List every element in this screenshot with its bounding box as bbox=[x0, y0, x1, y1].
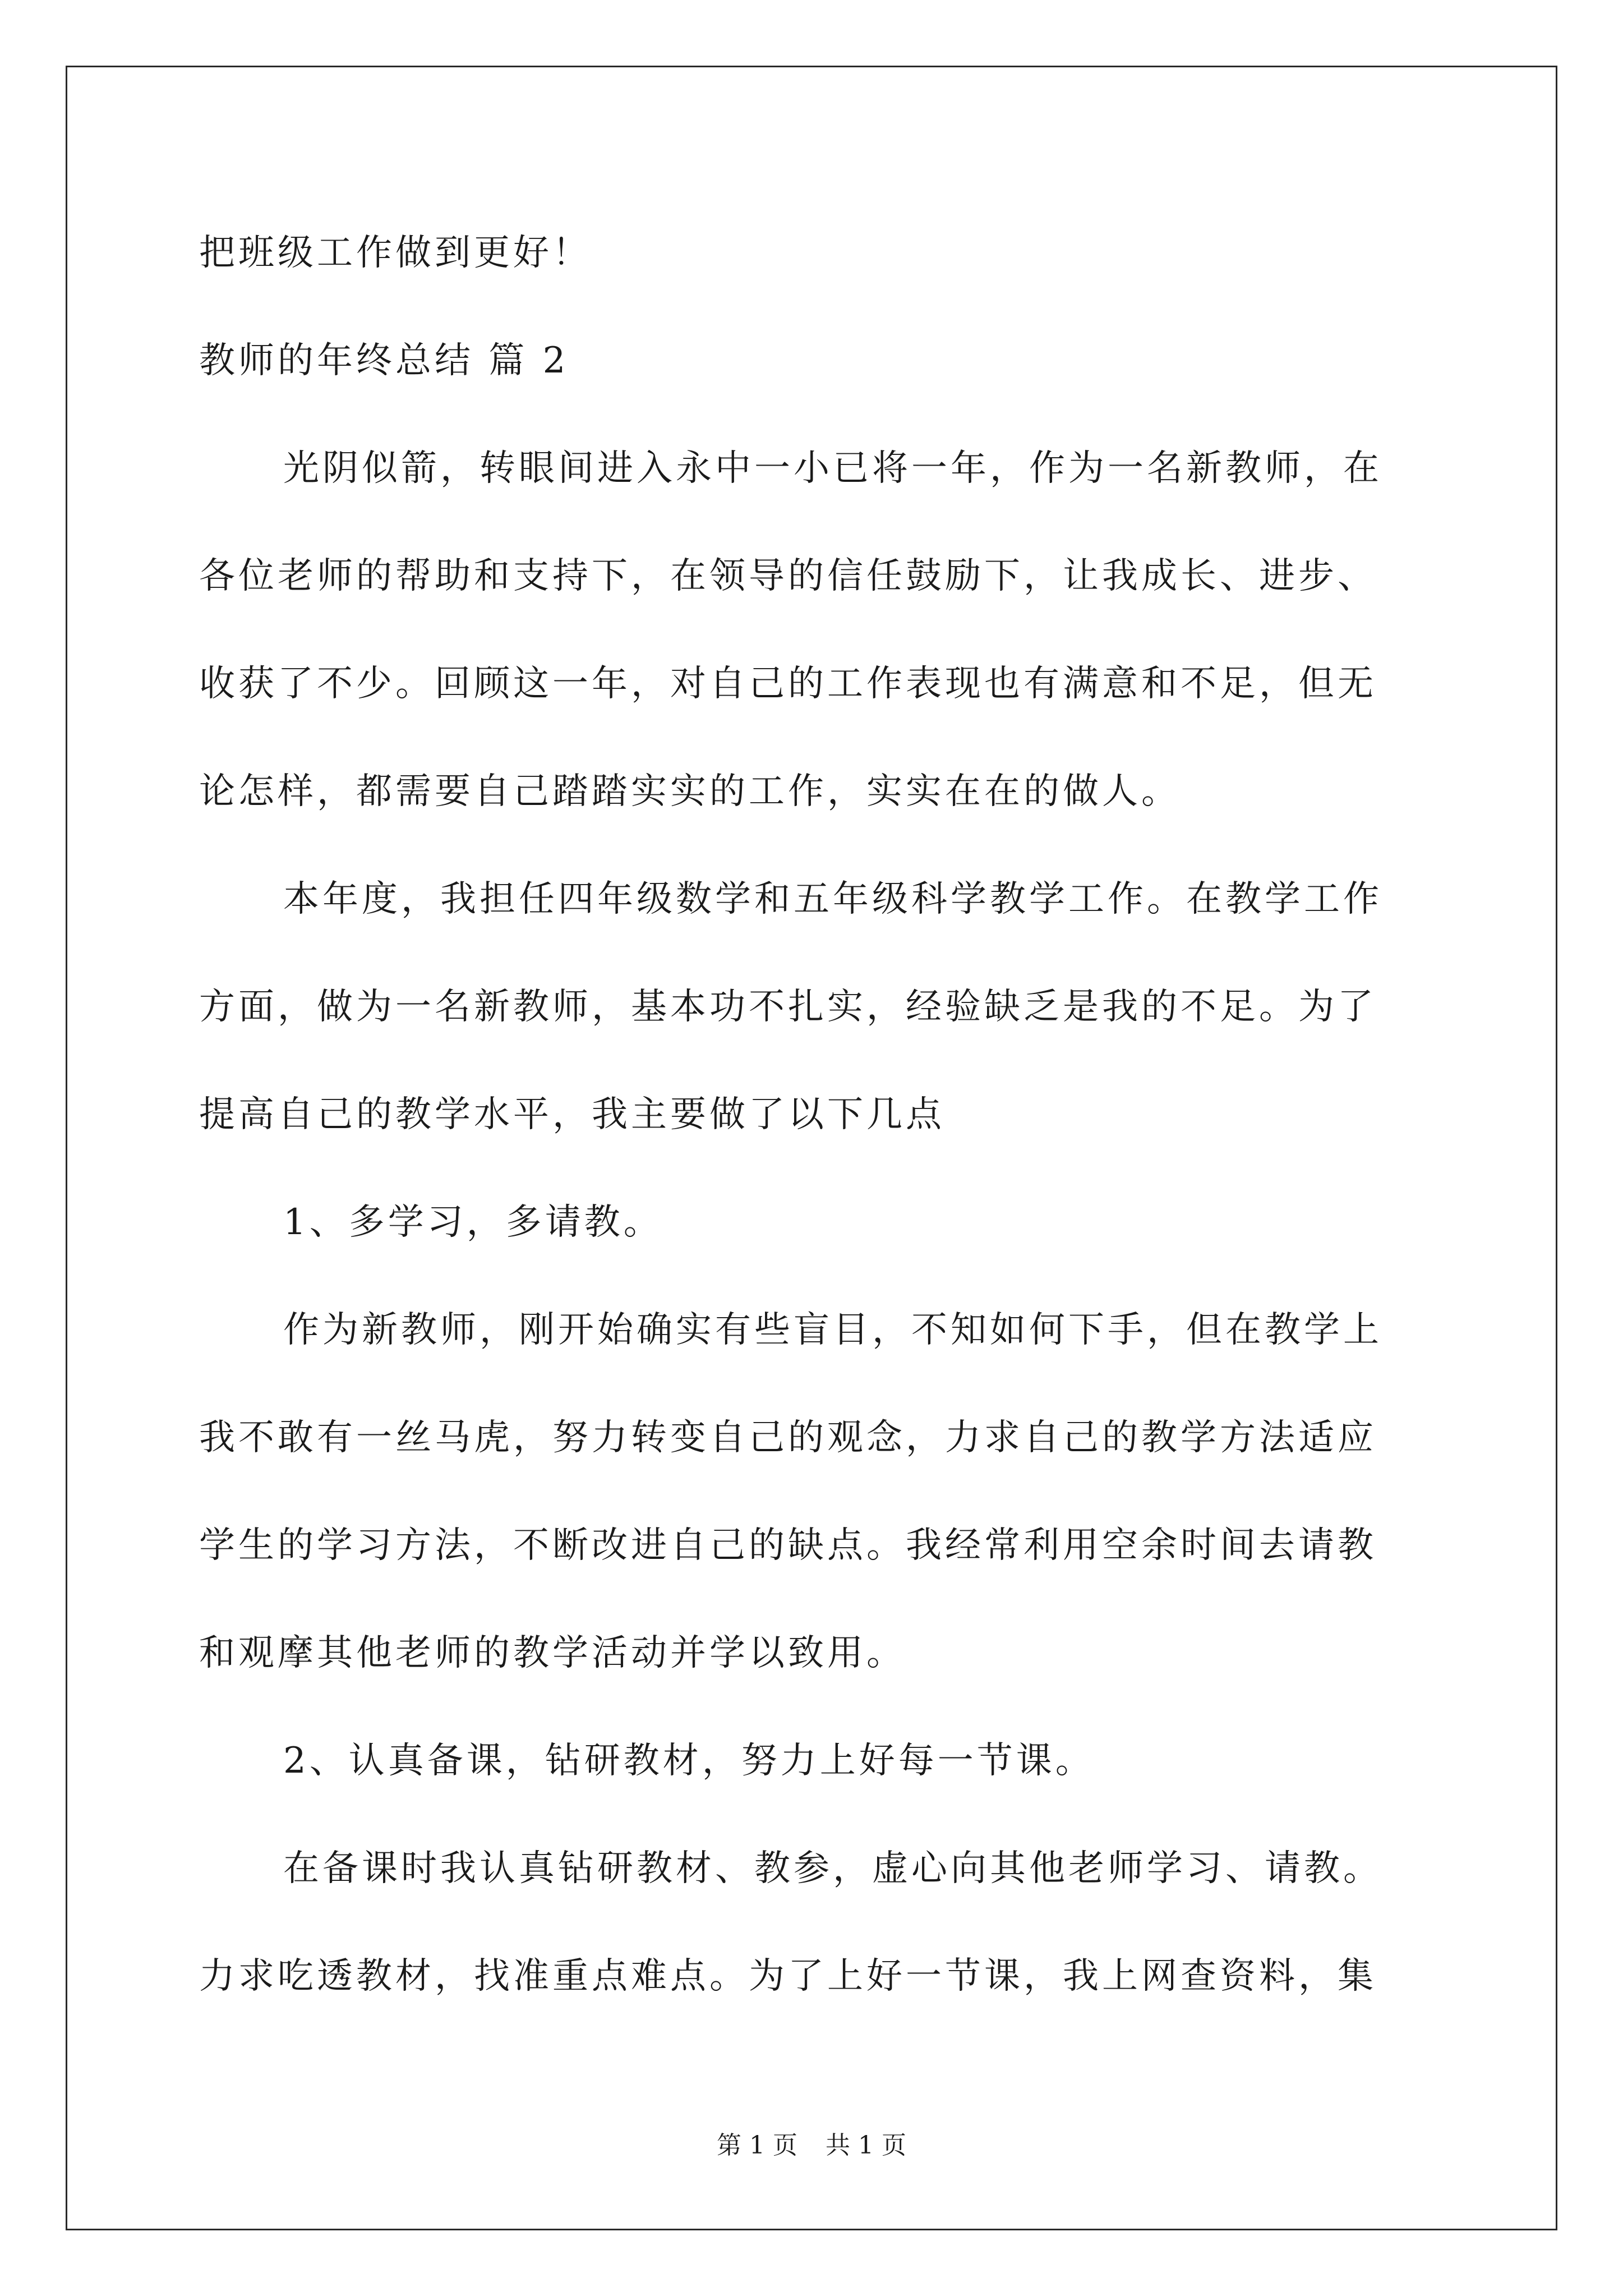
text-line: 本年度，我担任四年级数学和五年级科学教学工作。在教学工作 bbox=[283, 878, 1382, 920]
list-item-heading: 1、多学习，多请教。 bbox=[283, 1202, 663, 1243]
text-line: 力求吃透教材，找准重点难点。为了上好一节课，我上网查资料，集 bbox=[199, 1955, 1377, 1997]
text-line: 方面，做为一名新教师，基本功不扎实，经验缺乏是我的不足。为了 bbox=[199, 986, 1377, 1028]
page-footer bbox=[0, 2129, 1623, 2162]
text-line: 作为新教师，刚开始确实有些盲目，不知如何下手，但在教学上 bbox=[283, 1309, 1382, 1351]
text-line: 把班级工作做到更好！ bbox=[199, 232, 592, 274]
section-heading: 教师的年终总结 篇 2 bbox=[199, 340, 569, 381]
text-line: 和观摩其他老师的教学活动并学以致用。 bbox=[199, 1632, 906, 1674]
text-line: 我不敢有一丝马虎，努力转变自己的观念，力求自己的教学方法适应 bbox=[199, 1417, 1377, 1458]
text-line: 论怎样，都需要自己踏踏实实的工作，实实在在的做人。 bbox=[199, 771, 1181, 812]
text-line: 提高自己的教学水平，我主要做了以下几点 bbox=[199, 1094, 945, 1135]
document-body bbox=[199, 199, 1433, 2030]
text-line: 收获了不少。回顾这一年，对自己的工作表现也有满意和不足，但无 bbox=[199, 663, 1377, 705]
page-number: 第 1 页 bbox=[717, 2131, 797, 2160]
page-total: 共 1 页 bbox=[826, 2131, 906, 2160]
text-line: 学生的学习方法，不断改进自己的缺点。我经常利用空余时间去请教 bbox=[199, 1525, 1377, 1566]
text-line: 在备课时我认真钻研教材、教参，虚心向其他老师学习、请教。 bbox=[283, 1848, 1382, 1889]
text-line: 光阴似箭，转眼间进入永中一小已将一年，作为一名新教师，在 bbox=[283, 448, 1382, 489]
list-item-heading: 2、认真备课，钻研教材，努力上好每一节课。 bbox=[283, 1740, 1095, 1782]
text-line: 各位老师的帮助和支持下，在领导的信任鼓励下，让我成长、进步、 bbox=[199, 555, 1377, 597]
